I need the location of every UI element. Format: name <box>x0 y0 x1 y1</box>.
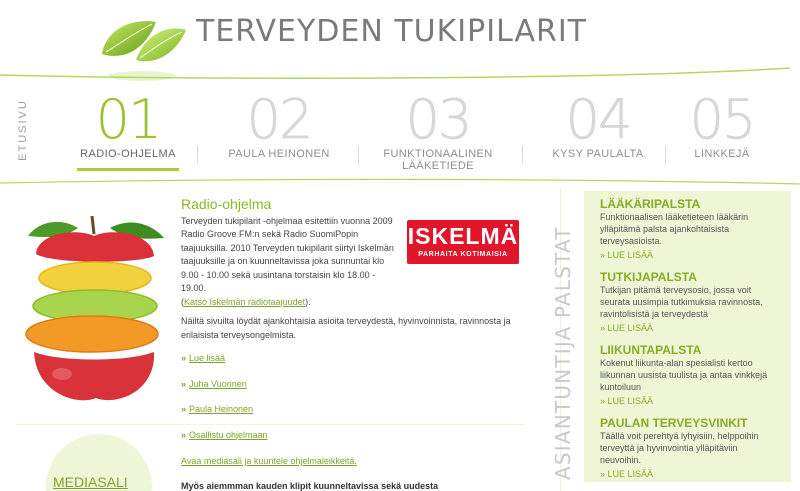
column-text: Kokenut liikunta-alan spesialisti kertoo liikunnan uusista tuulista ja antaa vinkkejä kuntoiluun <box>600 358 768 392</box>
column-title[interactable]: TUTKIJAPALSTA <box>600 270 697 284</box>
column-title[interactable]: PAULAN TERVEYSVINKIT <box>600 416 748 430</box>
column-title[interactable]: LIIKUNTAPALSTA <box>600 343 702 357</box>
radio-frequencies-link[interactable]: Katso Iskelmän radiotaajuudet <box>184 296 306 307</box>
nav-label: PAULA HEINONEN <box>228 148 330 160</box>
list-item <box>181 378 521 392</box>
open-media-hall-link[interactable]: Avaa mediasali ja kuuntele ohjelmaleikkeitä. <box>181 456 357 466</box>
nav-number: 03 <box>405 88 471 151</box>
intro-paragraph: Terveyden tukipilarit -ohjelmaa esitettiin vuonna 2009 Radio Groove FM:n sekä Radio SuomiPopin taajuuksilla. 2010 Terveyden tukipilarit siirtyi Iskelmän taajuuksille ja on kuunneltavissa joka sunnuntai klo 9.00 - 10.00 sekä uusintana torstaisin klo 18.00 - 19.00. <box>181 215 394 293</box>
main-content <box>181 198 521 454</box>
read-more-link[interactable]: » LUE LISÄÄ <box>600 396 654 406</box>
section-title: Radio-ohjelma <box>181 196 272 212</box>
iskelma-tagline: PARHAITA KOTIMAISIA <box>418 251 508 258</box>
read-more-link[interactable]: Lue lisää <box>189 353 226 363</box>
nav-number: 02 <box>246 88 312 151</box>
active-nav-indicator <box>77 168 179 171</box>
paren-close: ). <box>305 296 311 307</box>
expert-columns-heading: ASIANTUNTIJA PALSTAT <box>551 226 575 480</box>
site-header <box>0 0 800 80</box>
nav-label: FUNKTIONAALINEN LÄÄKETIEDE <box>383 148 493 172</box>
read-more-link[interactable]: » LUE LISÄÄ <box>600 250 654 260</box>
nav-item-kysy-paulalta[interactable] <box>536 88 660 160</box>
media-hall-link[interactable]: MEDIASALI <box>53 474 128 490</box>
nav-separator <box>665 146 666 164</box>
arrow-icon: » <box>181 378 187 389</box>
nav-item-paula-heinonen[interactable] <box>214 88 344 160</box>
column-doctor <box>600 197 781 261</box>
column-researcher <box>600 270 781 334</box>
home-link[interactable]: ETUSIVU <box>16 99 29 161</box>
media-description: Myös aiemmman kauden klipit kuunneltavissa sekä uudesta <box>181 481 439 491</box>
column-exercise <box>600 343 781 407</box>
juha-vuorinen-link[interactable]: Juha Vuorinen <box>189 378 247 389</box>
list-item <box>181 429 521 443</box>
read-more-link[interactable]: » LUE LISÄÄ <box>600 323 654 333</box>
column-text: Funktionaalisen lääketieteen lääkärin ylläpitämä palsta ajankohtaisista terveysasioista. <box>600 212 749 246</box>
iskelma-name: ISKELMÄ <box>407 223 519 249</box>
list-item <box>181 403 521 417</box>
site-title: TERVEYDEN TUKIPILARIT <box>196 14 588 49</box>
nav-divider-curve <box>0 175 800 189</box>
nav-label: KYSY PAULALTA <box>552 148 644 160</box>
iskelma-logo[interactable] <box>407 220 519 264</box>
nav-separator <box>197 146 198 164</box>
nav-label: RADIO-OHJELMA <box>80 148 176 160</box>
arrow-icon: » <box>181 353 187 363</box>
nav-number: 01 <box>95 88 161 151</box>
paren-open: ( <box>181 296 184 307</box>
column-paula-tips <box>600 416 781 480</box>
arrow-icon: » <box>181 429 187 440</box>
nav-label: LINKKEJÄ <box>694 148 750 160</box>
column-text: Tutkijan pitämä terveysosio, jossa voit seurata uusimpia tutkimuksia ravinnosta, ravintolisistä ja terveydestä <box>600 285 763 319</box>
description-paragraph: Näiltä sivuilta löydät ajankohtaisia asioita terveydestä, hyvinvoinnista, ravinnosta ja erilaisista terveysongelmista. <box>181 316 511 340</box>
content-links <box>181 352 521 442</box>
intro-text <box>181 215 399 296</box>
radio-frequency-line <box>181 296 521 310</box>
participate-link[interactable]: Osallistu ohjelmaan <box>189 429 268 440</box>
nav-item-radio-ohjelma[interactable] <box>77 88 179 160</box>
nav-number: 04 <box>565 88 631 151</box>
column-text: Täällä voit perehtyä lyhyisiin, helppoihin terveyttä ja hyvinvointia ylläpitäviin neuvoihin. <box>600 431 759 465</box>
column-title[interactable]: LÄÄKÄRIPALSTA <box>600 197 701 211</box>
nav-item-funktionaalinen-laaketiede[interactable] <box>368 88 508 172</box>
arrow-icon: » <box>181 404 187 414</box>
fruit-stack-image <box>18 214 168 404</box>
read-more-link[interactable]: » LUE LISÄÄ <box>600 469 654 479</box>
content-divider <box>16 424 524 425</box>
nav-item-linkkeja[interactable] <box>670 88 774 160</box>
expert-columns-sidebar <box>584 191 791 482</box>
nav-separator <box>358 146 359 164</box>
nav-separator <box>522 146 523 164</box>
nav-number: 05 <box>689 88 755 151</box>
paula-heinonen-link[interactable]: Paula Heinonen <box>189 404 254 414</box>
list-item <box>181 352 521 366</box>
